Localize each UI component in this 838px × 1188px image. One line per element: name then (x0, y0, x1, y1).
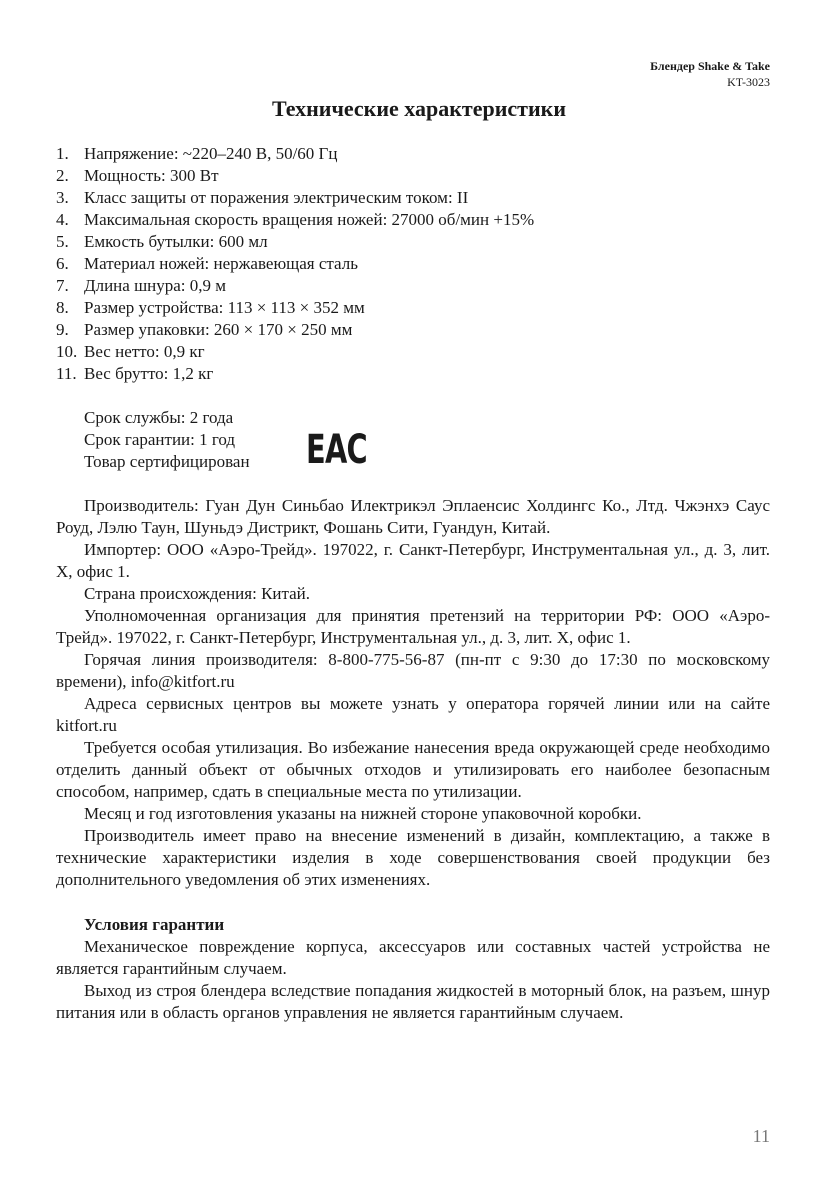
spec-item: 4. Максимальная скорость вращения ножей: 27000 об/мин +15% (56, 210, 535, 229)
spec-item: 8. Размер устройства: 113 × 113 × 352 мм (56, 298, 365, 317)
spec-item: 1. Напряжение: ~220–240 В, 50/60 Гц (56, 144, 338, 163)
manufacturer-paragraph: Производитель: Гуан Дун Синьбао Илектрикэл Эплаенсис Холдингс Ко., Лтд. Чжэнхэ Саус Роуд, Лэлю Таун, Шуньдэ Дистрикт, Фошань Сити, Гуандун, Китай. (56, 496, 770, 537)
warranty-period: Срок гарантии: 1 год (84, 430, 236, 449)
service-centers-paragraph: Адреса сервисных центров вы можете узнать у оператора горячей линии или на сайте kitfort.ru (56, 694, 770, 735)
importer-paragraph: Импортер: ООО «Аэро-Трейд». 197022, г. Санкт-Петербург, Инструментальная ул., д. 3, лит. Х, офис 1. (56, 540, 770, 581)
eac-mark-icon: EAC (306, 427, 367, 473)
spec-item: 6. Материал ножей: нержавеющая сталь (56, 254, 358, 273)
spec-item: 5. Емкость бутылки: 600 мл (56, 232, 268, 251)
changes-paragraph: Производитель имеет право на внесение изменений в дизайн, комплектацию, а также в технические характеристики изделия в ходе совершенствования своей продукции без дополнительного уведомления об этих изменениях. (56, 826, 770, 889)
spec-item: 9. Размер упаковки: 260 × 170 × 250 мм (56, 320, 353, 339)
warranty-paragraph: Выход из строя блендера вследствие попадания жидкостей в моторный блок, на разъем, шнур питания или в область органов управления не является гарантийным случаем. (56, 981, 770, 1022)
spec-item: 10. Вес нетто: 0,9 кг (56, 342, 205, 361)
spec-item: 11. Вес брутто: 1,2 кг (56, 364, 214, 383)
claims-paragraph: Уполномоченная организация для принятия претензий на территории РФ: ООО «Аэро-Трейд». 197022, г. Санкт-Петербург, Инструментальная ул., д. 3, лит. Х, офис 1. (56, 606, 770, 647)
spec-item: 2. Мощность: 300 Вт (56, 166, 219, 185)
manufacture-date-paragraph: Месяц и год изготовления указаны на нижней стороне упаковочной коробки. (84, 804, 642, 823)
spec-item: 3. Класс защиты от поражения электрическим током: II (56, 188, 469, 207)
specs-list (56, 143, 776, 385)
page-number: 11 (752, 1126, 770, 1146)
page-title: Технические характеристики (271, 96, 567, 121)
warranty-section (56, 914, 770, 1024)
model-number: KT-3023 (727, 75, 770, 89)
certification-block (84, 407, 250, 473)
origin-paragraph: Страна происхождения: Китай. (84, 584, 311, 603)
certified-text: Товар сертифицирован (84, 452, 250, 471)
page-header (650, 58, 770, 90)
product-name: Блендер Shake & Take (650, 59, 770, 73)
spec-item: 7. Длина шнура: 0,9 м (56, 276, 227, 295)
hotline-paragraph: Горячая линия производителя: 8-800-775-56-87 (пн-пт с 9:30 до 17:30 по московскому времени), info@kitfort.ru (56, 650, 770, 691)
disposal-paragraph: Требуется особая утилизация. Во избежание нанесения вреда окружающей среде необходимо отделить данный объект от обычных отходов и утилизировать его наиболее безопасным способом, например, сдать в специальные места по утилизации. (56, 738, 770, 801)
warranty-heading: Условия гарантии (84, 915, 225, 934)
info-paragraphs (56, 495, 770, 891)
warranty-paragraph: Механическое повреждение корпуса, аксессуаров или составных частей устройства не является гарантийным случаем. (56, 937, 770, 978)
service-life: Срок службы: 2 года (84, 408, 234, 427)
